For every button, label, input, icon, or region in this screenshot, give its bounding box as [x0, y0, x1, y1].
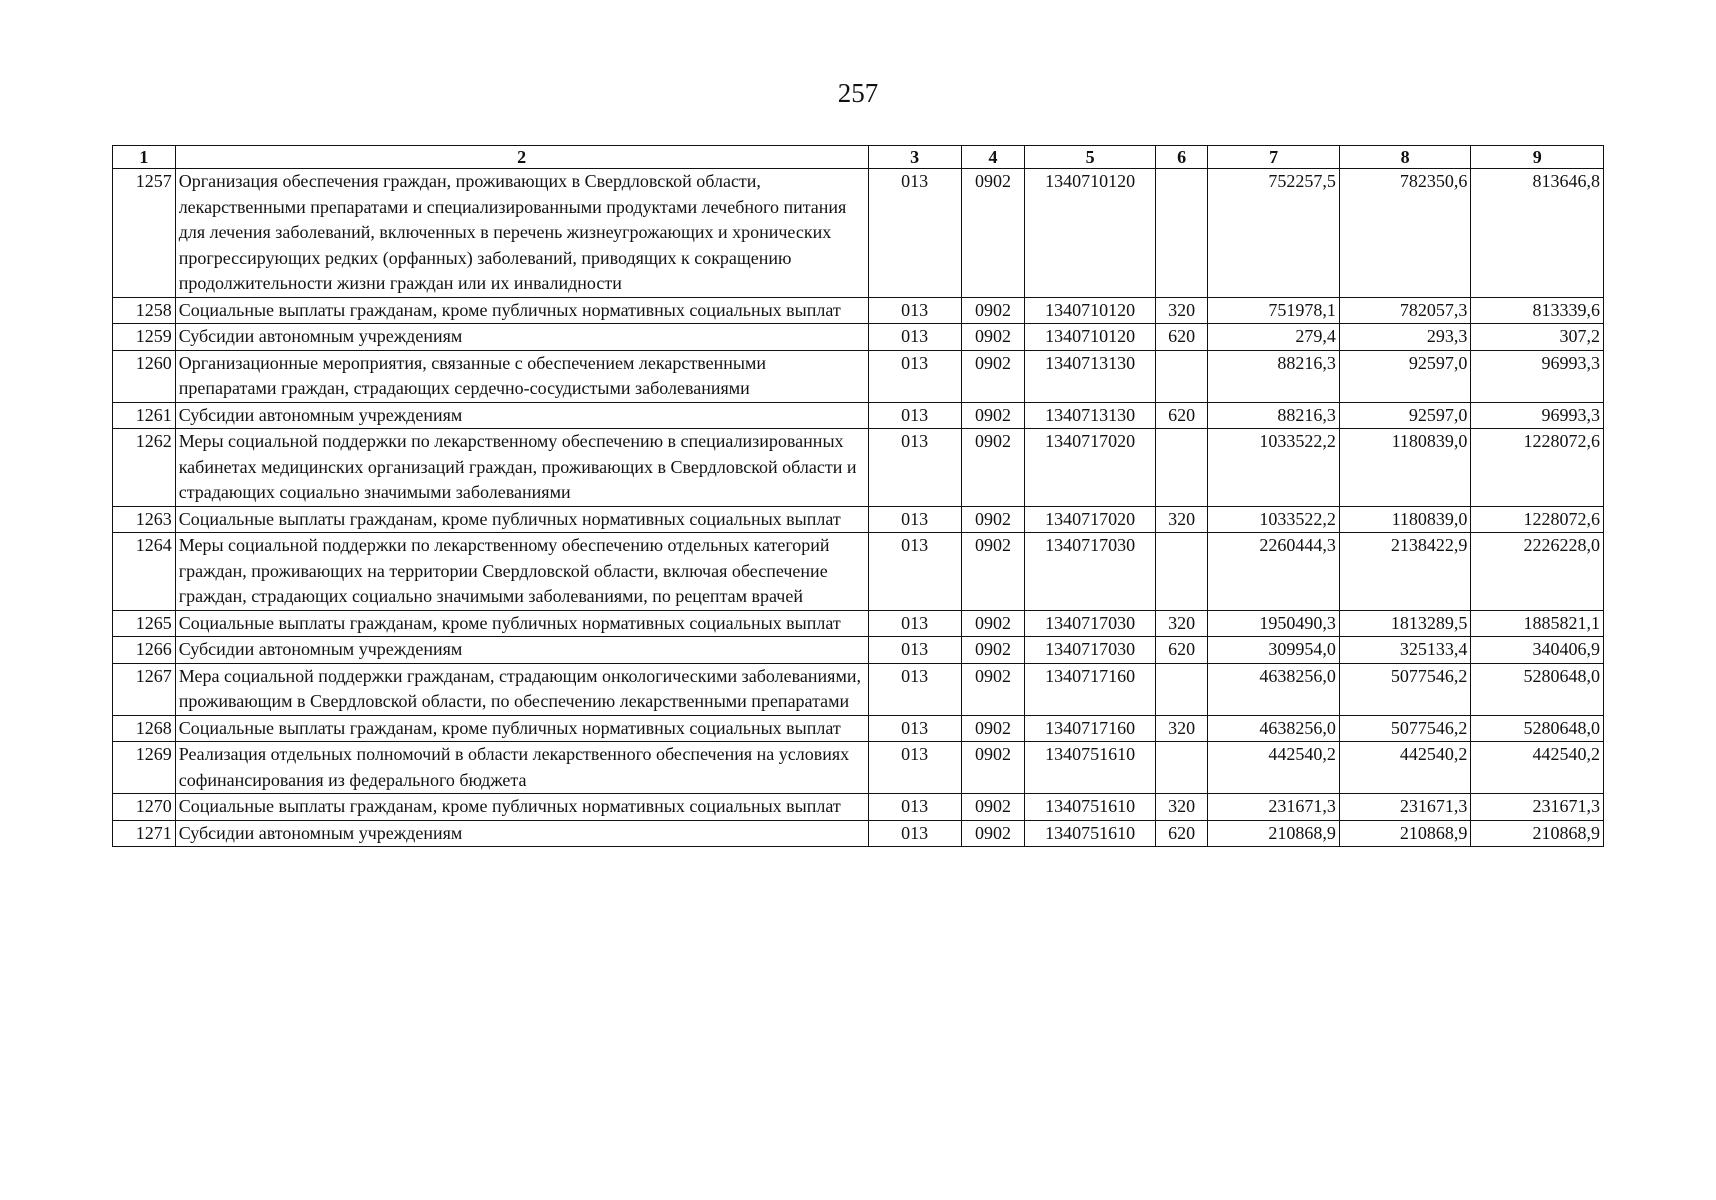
- table-row: [113, 429, 1604, 507]
- expense-type-code: 620: [1155, 402, 1208, 429]
- amount-col-7: 4638256,0: [1208, 663, 1339, 715]
- amount-col-9: 1228072,6: [1471, 506, 1604, 533]
- row-description: Субсидии автономным учреждениям: [175, 324, 868, 351]
- table-row: [113, 715, 1604, 742]
- amount-col-8: 442540,2: [1339, 742, 1470, 794]
- ministry-code: 013: [868, 742, 961, 794]
- table-row: [113, 506, 1604, 533]
- ministry-code: 013: [868, 794, 961, 821]
- row-number: 1260: [113, 350, 176, 402]
- target-article-code: 1340710120: [1025, 324, 1155, 351]
- target-article-code: 1340751610: [1025, 820, 1155, 847]
- ministry-code: 013: [868, 506, 961, 533]
- table-row: [113, 820, 1604, 847]
- column-header: 6: [1155, 146, 1208, 169]
- ministry-code: 013: [868, 663, 961, 715]
- ministry-code: 013: [868, 297, 961, 324]
- amount-col-7: 1950490,3: [1208, 610, 1339, 637]
- section-code: 0902: [961, 794, 1025, 821]
- ministry-code: 013: [868, 324, 961, 351]
- amount-col-9: 340406,9: [1471, 637, 1604, 664]
- amount-col-8: 92597,0: [1339, 402, 1470, 429]
- table-row: [113, 742, 1604, 794]
- section-code: 0902: [961, 297, 1025, 324]
- amount-col-9: 210868,9: [1471, 820, 1604, 847]
- amount-col-9: 2226228,0: [1471, 533, 1604, 611]
- table-row: [113, 350, 1604, 402]
- expense-type-code: [1155, 742, 1208, 794]
- header-row: [113, 146, 1604, 169]
- amount-col-7: 1033522,2: [1208, 506, 1339, 533]
- target-article-code: 1340717160: [1025, 663, 1155, 715]
- amount-col-7: 309954,0: [1208, 637, 1339, 664]
- ministry-code: 013: [868, 402, 961, 429]
- row-description: Социальные выплаты гражданам, кроме публичных нормативных социальных выплат: [175, 297, 868, 324]
- expense-type-code: 320: [1155, 610, 1208, 637]
- expense-type-code: [1155, 169, 1208, 298]
- section-code: 0902: [961, 324, 1025, 351]
- column-header: 4: [961, 146, 1025, 169]
- row-description: Реализация отдельных полномочий в области лекарственного обеспечения на условиях софинансирования из федерального бюджета: [175, 742, 868, 794]
- ministry-code: 013: [868, 637, 961, 664]
- amount-col-9: 5280648,0: [1471, 663, 1604, 715]
- column-header: 8: [1339, 146, 1470, 169]
- amount-col-7: 751978,1: [1208, 297, 1339, 324]
- expense-type-code: [1155, 663, 1208, 715]
- amount-col-8: 325133,4: [1339, 637, 1470, 664]
- row-number: 1265: [113, 610, 176, 637]
- target-article-code: 1340717030: [1025, 637, 1155, 664]
- row-description: Субсидии автономным учреждениям: [175, 820, 868, 847]
- row-number: 1268: [113, 715, 176, 742]
- row-description: Социальные выплаты гражданам, кроме публичных нормативных социальных выплат: [175, 715, 868, 742]
- amount-col-8: 2138422,9: [1339, 533, 1470, 611]
- table-body: [113, 169, 1604, 847]
- column-header: 5: [1025, 146, 1155, 169]
- row-number: 1258: [113, 297, 176, 324]
- table-row: [113, 637, 1604, 664]
- row-description: Меры социальной поддержки по лекарственному обеспечению отдельных категорий граждан, проживающих на территории Свердловской области, включая обеспечение граждан, страдающих социально значимыми заболеваниями, по рецептам врачей: [175, 533, 868, 611]
- amount-col-8: 5077546,2: [1339, 663, 1470, 715]
- row-number: 1259: [113, 324, 176, 351]
- target-article-code: 1340717020: [1025, 429, 1155, 507]
- target-article-code: 1340717020: [1025, 506, 1155, 533]
- row-description: Мера социальной поддержки гражданам, страдающим онкологическими заболеваниями, проживающим в Свердловской области, по обеспечению лекарственными препаратами: [175, 663, 868, 715]
- amount-col-7: 279,4: [1208, 324, 1339, 351]
- amount-col-9: 813339,6: [1471, 297, 1604, 324]
- amount-col-9: 1885821,1: [1471, 610, 1604, 637]
- section-code: 0902: [961, 350, 1025, 402]
- target-article-code: 1340713130: [1025, 402, 1155, 429]
- amount-col-8: 782057,3: [1339, 297, 1470, 324]
- row-description: Субсидии автономным учреждениям: [175, 637, 868, 664]
- section-code: 0902: [961, 506, 1025, 533]
- amount-col-9: 96993,3: [1471, 402, 1604, 429]
- amount-col-7: 442540,2: [1208, 742, 1339, 794]
- row-number: 1263: [113, 506, 176, 533]
- expense-type-code: 320: [1155, 297, 1208, 324]
- section-code: 0902: [961, 610, 1025, 637]
- amount-col-9: 307,2: [1471, 324, 1604, 351]
- amount-col-9: 442540,2: [1471, 742, 1604, 794]
- amount-col-7: 88216,3: [1208, 402, 1339, 429]
- budget-table: [112, 145, 1604, 847]
- amount-col-8: 782350,6: [1339, 169, 1470, 298]
- amount-col-7: 1033522,2: [1208, 429, 1339, 507]
- section-code: 0902: [961, 533, 1025, 611]
- target-article-code: 1340713130: [1025, 350, 1155, 402]
- target-article-code: 1340717030: [1025, 533, 1155, 611]
- row-description: Меры социальной поддержки по лекарственному обеспечению в специализированных кабинетах медицинских организаций граждан, проживающих в Свердловской области и страдающих социально значимыми заболеваниями: [175, 429, 868, 507]
- row-number: 1269: [113, 742, 176, 794]
- ministry-code: 013: [868, 610, 961, 637]
- expense-type-code: 620: [1155, 820, 1208, 847]
- amount-col-7: 2260444,3: [1208, 533, 1339, 611]
- table-row: [113, 663, 1604, 715]
- row-description: Социальные выплаты гражданам, кроме публичных нормативных социальных выплат: [175, 794, 868, 821]
- expense-type-code: 620: [1155, 324, 1208, 351]
- row-description: Социальные выплаты гражданам, кроме публичных нормативных социальных выплат: [175, 506, 868, 533]
- row-description: Организация обеспечения граждан, проживающих в Свердловской области, лекарственными препаратами и специализированными продуктами лечебного питания для лечения заболеваний, включенных в перечень жизнеугрожающих и хронических прогрессирующих редких (орфанных) заболеваний, приводящих к сокращению продолжительности жизни граждан или их инвалидности: [175, 169, 868, 298]
- section-code: 0902: [961, 402, 1025, 429]
- column-header: 7: [1208, 146, 1339, 169]
- column-header: 2: [175, 146, 868, 169]
- section-code: 0902: [961, 715, 1025, 742]
- row-number: 1271: [113, 820, 176, 847]
- table-row: [113, 533, 1604, 611]
- expense-type-code: 620: [1155, 637, 1208, 664]
- column-header: 1: [113, 146, 176, 169]
- amount-col-8: 5077546,2: [1339, 715, 1470, 742]
- table-row: [113, 610, 1604, 637]
- target-article-code: 1340710120: [1025, 297, 1155, 324]
- ministry-code: 013: [868, 169, 961, 298]
- amount-col-8: 1180839,0: [1339, 506, 1470, 533]
- ministry-code: 013: [868, 429, 961, 507]
- table-row: [113, 169, 1604, 298]
- section-code: 0902: [961, 637, 1025, 664]
- row-description: Организационные мероприятия, связанные с обеспечением лекарственными препаратами граждан, страдающих сердечно-сосудистыми заболеваниями: [175, 350, 868, 402]
- ministry-code: 013: [868, 533, 961, 611]
- page-number: 257: [837, 78, 879, 108]
- amount-col-8: 1180839,0: [1339, 429, 1470, 507]
- row-number: 1264: [113, 533, 176, 611]
- ministry-code: 013: [868, 715, 961, 742]
- row-number: 1262: [113, 429, 176, 507]
- amount-col-8: 1813289,5: [1339, 610, 1470, 637]
- section-code: 0902: [961, 663, 1025, 715]
- expense-type-code: [1155, 350, 1208, 402]
- amount-col-9: 813646,8: [1471, 169, 1604, 298]
- expense-type-code: 320: [1155, 506, 1208, 533]
- expense-type-code: [1155, 533, 1208, 611]
- table-row: [113, 402, 1604, 429]
- row-number: 1267: [113, 663, 176, 715]
- expense-type-code: [1155, 429, 1208, 507]
- column-header: 3: [868, 146, 961, 169]
- target-article-code: 1340717030: [1025, 610, 1155, 637]
- amount-col-8: 293,3: [1339, 324, 1470, 351]
- target-article-code: 1340710120: [1025, 169, 1155, 298]
- row-number: 1257: [113, 169, 176, 298]
- amount-col-8: 231671,3: [1339, 794, 1470, 821]
- target-article-code: 1340751610: [1025, 742, 1155, 794]
- amount-col-7: 210868,9: [1208, 820, 1339, 847]
- column-header: 9: [1471, 146, 1604, 169]
- amount-col-9: 5280648,0: [1471, 715, 1604, 742]
- section-code: 0902: [961, 820, 1025, 847]
- row-description: Субсидии автономным учреждениям: [175, 402, 868, 429]
- target-article-code: 1340751610: [1025, 794, 1155, 821]
- ministry-code: 013: [868, 350, 961, 402]
- amount-col-7: 231671,3: [1208, 794, 1339, 821]
- amount-col-8: 92597,0: [1339, 350, 1470, 402]
- amount-col-7: 752257,5: [1208, 169, 1339, 298]
- amount-col-9: 1228072,6: [1471, 429, 1604, 507]
- section-code: 0902: [961, 169, 1025, 298]
- amount-col-9: 96993,3: [1471, 350, 1604, 402]
- section-code: 0902: [961, 429, 1025, 507]
- amount-col-7: 4638256,0: [1208, 715, 1339, 742]
- row-description: Социальные выплаты гражданам, кроме публичных нормативных социальных выплат: [175, 610, 868, 637]
- table-row: [113, 297, 1604, 324]
- amount-col-9: 231671,3: [1471, 794, 1604, 821]
- row-number: 1270: [113, 794, 176, 821]
- table-row: [113, 324, 1604, 351]
- row-number: 1266: [113, 637, 176, 664]
- table-row: [113, 794, 1604, 821]
- amount-col-7: 88216,3: [1208, 350, 1339, 402]
- section-code: 0902: [961, 742, 1025, 794]
- target-article-code: 1340717160: [1025, 715, 1155, 742]
- expense-type-code: 320: [1155, 794, 1208, 821]
- ministry-code: 013: [868, 820, 961, 847]
- expense-type-code: 320: [1155, 715, 1208, 742]
- row-number: 1261: [113, 402, 176, 429]
- amount-col-8: 210868,9: [1339, 820, 1470, 847]
